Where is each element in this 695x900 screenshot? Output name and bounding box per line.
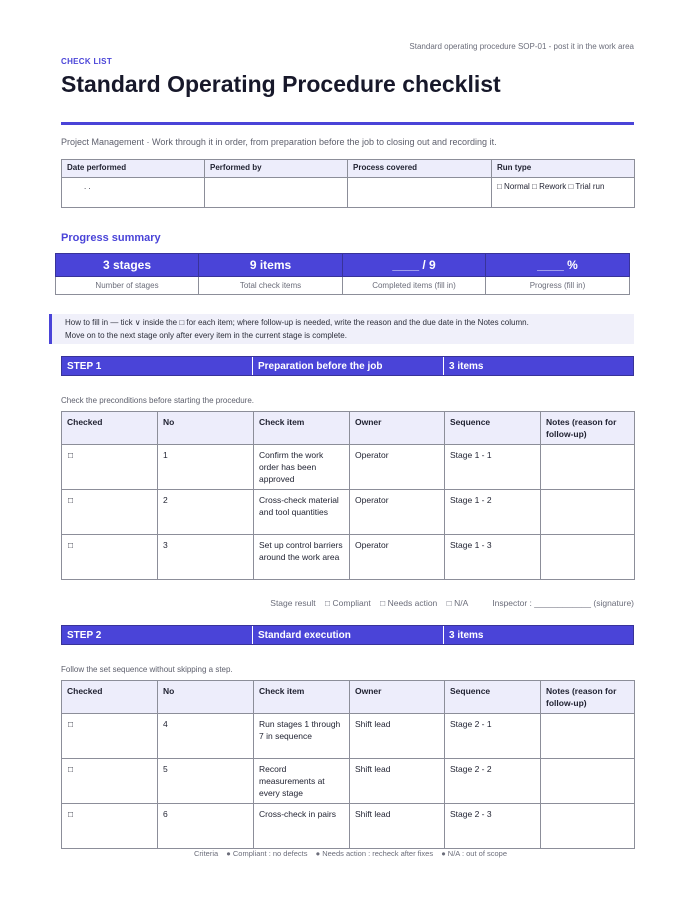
notes-field[interactable] (541, 759, 635, 804)
inspector-signature-field[interactable]: Inspector : ____________ (signature) (492, 598, 634, 608)
check-item: Set up control barriers around the work area (254, 535, 350, 580)
progress-label: Progress (fill in) (486, 277, 630, 295)
sequence: Stage 1 - 3 (445, 535, 541, 580)
owner: Operator (350, 445, 445, 490)
na-checkbox[interactable]: □ N/A (446, 598, 468, 608)
table-row (62, 714, 635, 759)
step-item-count: 3 items (449, 630, 484, 641)
sequence: Stage 2 - 1 (445, 714, 541, 759)
step-label: STEP 2 (62, 626, 253, 644)
title-divider (61, 122, 634, 125)
owner: Shift lead (350, 804, 445, 849)
check-item: Cross-check in pairs (254, 804, 350, 849)
sequence-header: Sequence (445, 412, 541, 445)
notes-header: Notes (reason for follow-up) (541, 412, 635, 445)
stage-result-label: Stage result (270, 598, 316, 608)
performed-by-field[interactable] (205, 178, 348, 208)
step-1-bar (61, 356, 634, 376)
owner: Operator (350, 535, 445, 580)
step-2-bar (61, 625, 634, 645)
page-title: Standard Operating Procedure checklist (61, 71, 501, 97)
run-info-table (61, 159, 635, 208)
sequence: Stage 1 - 1 (445, 445, 541, 490)
criteria-legend (61, 849, 634, 858)
total-items-label: Total check items (199, 277, 343, 295)
step-name: Standard execution (253, 626, 444, 644)
sequence: Stage 1 - 2 (445, 490, 541, 535)
table-row (62, 490, 635, 535)
stages-label: Number of stages (56, 277, 199, 295)
run-type-options[interactable]: □ Normal □ Rework □ Trial run (492, 178, 635, 208)
item-number: 5 (158, 759, 254, 804)
table-row (62, 759, 635, 804)
table-row (62, 445, 635, 490)
step-item-count: 3 items (449, 361, 484, 372)
owner-header: Owner (350, 412, 445, 445)
step-2-description: Follow the set sequence without skipping a step. (61, 665, 233, 674)
checked-header: Checked (62, 681, 158, 714)
sequence-header: Sequence (445, 681, 541, 714)
item-number: 1 (158, 445, 254, 490)
progress-summary-table (55, 253, 630, 295)
notes-field[interactable] (541, 535, 635, 580)
owner-header: Owner (350, 681, 445, 714)
checkbox[interactable]: □ (62, 714, 158, 759)
check-item: Run stages 1 through 7 in sequence (254, 714, 350, 759)
run-type-header: Run type (492, 160, 635, 178)
no-header: No (158, 412, 254, 445)
table-row (62, 535, 635, 580)
how-to-line-1: How to fill in — tick ∨ inside the □ for each item; where follow-up is needed, write the reason and the due date in the Notes column. (65, 318, 529, 327)
checkbox[interactable]: □ (62, 535, 158, 580)
check-item-header: Check item (254, 412, 350, 445)
owner: Operator (350, 490, 445, 535)
owner: Shift lead (350, 759, 445, 804)
step-1-table (61, 411, 635, 580)
progress-percent-field[interactable]: ____ % (486, 254, 630, 277)
item-number: 4 (158, 714, 254, 759)
process-covered-header: Process covered (348, 160, 492, 178)
checkbox[interactable]: □ (62, 445, 158, 490)
check-item-header: Check item (254, 681, 350, 714)
completed-items-field[interactable]: ____ / 9 (343, 254, 486, 277)
checkbox[interactable]: □ (62, 804, 158, 849)
needs-action-checkbox[interactable]: □ Needs action (380, 598, 438, 608)
notes-header: Notes (reason for follow-up) (541, 681, 635, 714)
check-item: Cross-check material and tool quantities (254, 490, 350, 535)
step-name: Preparation before the job (253, 357, 444, 375)
completed-items-label: Completed items (fill in) (343, 277, 486, 295)
sequence: Stage 2 - 3 (445, 804, 541, 849)
notes-field[interactable] (541, 714, 635, 759)
checkbox[interactable]: □ (62, 490, 158, 535)
how-to-fill-in-note (49, 314, 634, 344)
checkbox[interactable]: □ (62, 759, 158, 804)
owner: Shift lead (350, 714, 445, 759)
process-covered-field[interactable] (348, 178, 492, 208)
criteria-label: Criteria (193, 849, 219, 858)
date-performed-header: Date performed (62, 160, 205, 178)
criteria-needs-action: ● Needs action : recheck after fixes (315, 849, 434, 858)
compliant-checkbox[interactable]: □ Compliant (325, 598, 371, 608)
item-number: 2 (158, 490, 254, 535)
step-1-description: Check the preconditions before starting the procedure. (61, 396, 255, 405)
kicker-label: CHECK LIST (61, 57, 112, 66)
step-2-table (61, 680, 635, 849)
sequence: Stage 2 - 2 (445, 759, 541, 804)
item-number: 6 (158, 804, 254, 849)
check-item: Record measurements at every stage (254, 759, 350, 804)
date-performed-field[interactable]: . . (62, 178, 205, 208)
criteria-na: ● N/A : out of scope (441, 849, 508, 858)
item-number: 3 (158, 535, 254, 580)
checked-header: Checked (62, 412, 158, 445)
check-item: Confirm the work order has been approved (254, 445, 350, 490)
notes-field[interactable] (541, 445, 635, 490)
notes-field[interactable] (541, 490, 635, 535)
progress-summary-heading: Progress summary (61, 232, 161, 244)
stage-result-line (263, 598, 634, 608)
how-to-line-2: Move on to the next stage only after every item in the current stage is complete. (65, 331, 347, 340)
step-label: STEP 1 (62, 357, 253, 375)
table-row (62, 804, 635, 849)
notes-field[interactable] (541, 804, 635, 849)
document-reference: Standard operating procedure SOP-01 - post it in the work area (409, 42, 634, 51)
total-items-count: 9 items (199, 254, 343, 277)
stages-count: 3 stages (56, 254, 199, 277)
no-header: No (158, 681, 254, 714)
criteria-compliant: ● Compliant : no defects (226, 849, 308, 858)
intro-text: Project Management · Work through it in order, from preparation before the job to closing out and recording it. (61, 137, 497, 147)
performed-by-header: Performed by (205, 160, 348, 178)
